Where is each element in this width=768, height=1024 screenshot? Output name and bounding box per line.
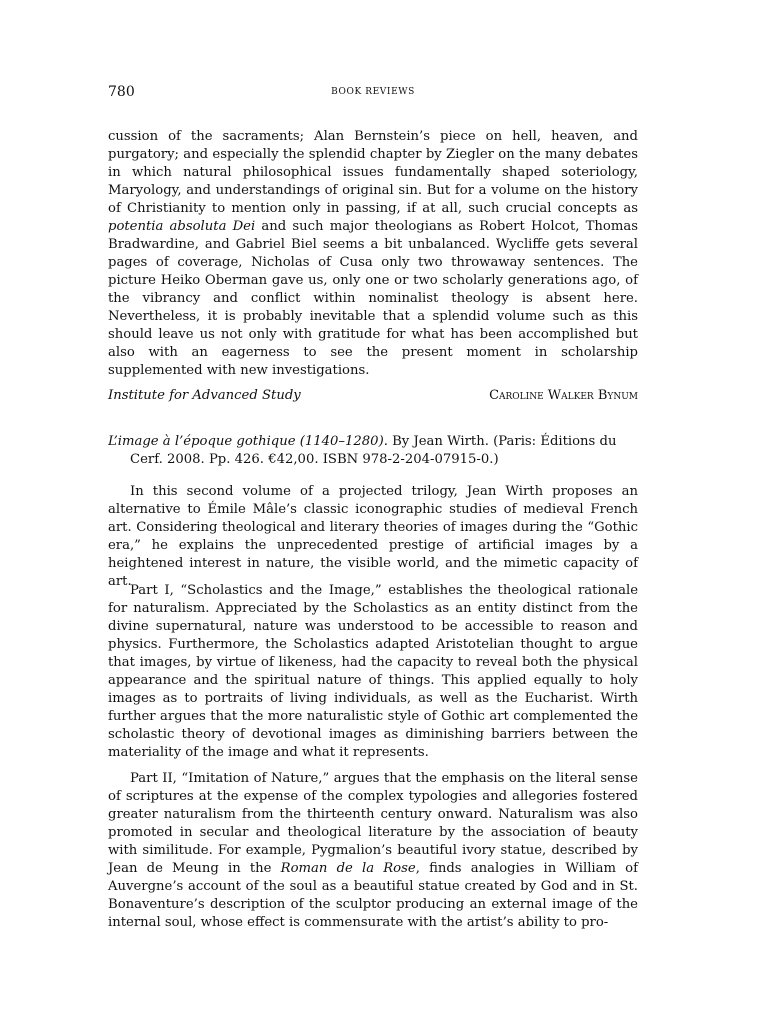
- review2-p3-text-b: , finds analogies in William of Auvergne’s account of the soul as a beautiful statue created by God and in St. Bonaventure’s description of the sculptor producing an external image of the internal soul, whose effect is commensurate with the artist’s ability to pro-: [108, 861, 638, 930]
- review2-citation: [108, 433, 638, 469]
- page-number: 780: [108, 84, 135, 100]
- book-title: L’image à l’époque gothique (1140–1280).: [108, 434, 388, 449]
- book-details: By Jean Wirth. (Paris: Éditions du Cerf. 2008. Pp. 426. €42,00. ISBN 978-2-204-07915-0.): [130, 434, 617, 467]
- roman-de-la-rose-title: Roman de la Rose: [280, 861, 416, 876]
- review1-signature: [108, 387, 638, 405]
- review1-italic-term: potentia absoluta Dei: [108, 219, 256, 234]
- running-title: BOOK REVIEWS: [331, 87, 415, 97]
- review1-text-a: cussion of the sacraments; Alan Bernstein’s piece on hell, heaven, and purgatory; and especially the splendid chapter by Ziegler on the many debates in which natural philosophical issues fundamentally shaped soteriology, Maryology, and understandings of original sin. But for a volume on the history of Christianity to mention only in passing, if at all, such crucial concepts as: [108, 129, 638, 216]
- review2-p3-text-a: Part II, “Imitation of Nature,” argues that the emphasis on the literal sense of scriptures at the expense of the complex typologies and allegories fostered greater naturalism from the thirteenth century onward. Naturalism was also promoted in secular and theological literature by the association of beauty with similitude. For example, Pygmalion’s beautiful ivory statue, described by Jean de Meung in the: [108, 771, 638, 876]
- review2-paragraph-1-text: In this second volume of a projected trilogy, Jean Wirth proposes an alternative to Émile Mâle’s classic iconographic studies of medieval French art. Considering theological and literary theories of images during the “Gothic era,” he explains the unprecedented prestige of artificial images by a heightened interest in nature, the visible world, and the mimetic capacity of art.: [108, 484, 638, 589]
- review2-paragraph-3: [108, 770, 638, 932]
- review2-paragraph-2: [108, 582, 638, 762]
- review2-paragraph-1: [108, 483, 638, 591]
- running-head: [108, 84, 638, 100]
- review1-closing-paragraph: [108, 128, 638, 380]
- review2-paragraph-2-text: Part I, “Scholastics and the Image,” establishes the theological rationale for naturalism. Appreciated by the Scholastics as an entity distinct from the divine supernatural, nature was understood to be accessible to reason and physics. Furthermore, the Scholastics adapted Aristotelian thought to argue that images, by virtue of likeness, had the capacity to reveal both the physical appearance and the spiritual nature of things. This applied equally to holy images as to portraits of living individuals, as well as the Eucharist. Wirth further argues that the more naturalistic style of Gothic art complemented the scholastic theory of devotional images as diminishing barriers between the materiality of the image and what it represents.: [108, 583, 638, 760]
- review1-text-b: and such major theologians as Robert Holcot, Thomas Bradwardine, and Gabriel Biel seems a bit unbalanced. Wycliffe gets several pages of coverage, Nicholas of Cusa only two throwaway sentences. The picture Heiko Oberman gave us, only one or two scholarly generations ago, of the vibrancy and conflict within nominalist theology is absent here. Nevertheless, it is probably inevitable that a splendid volume such as this should leave us not only with gratitude for what has been accomplished but also with an eagerness to see the present moment in scholarship supplemented with new investigations.: [108, 219, 638, 378]
- reviewer-name: Caroline Walker Bynum: [489, 388, 638, 403]
- reviewer-institution: Institute for Advanced Study: [108, 388, 301, 403]
